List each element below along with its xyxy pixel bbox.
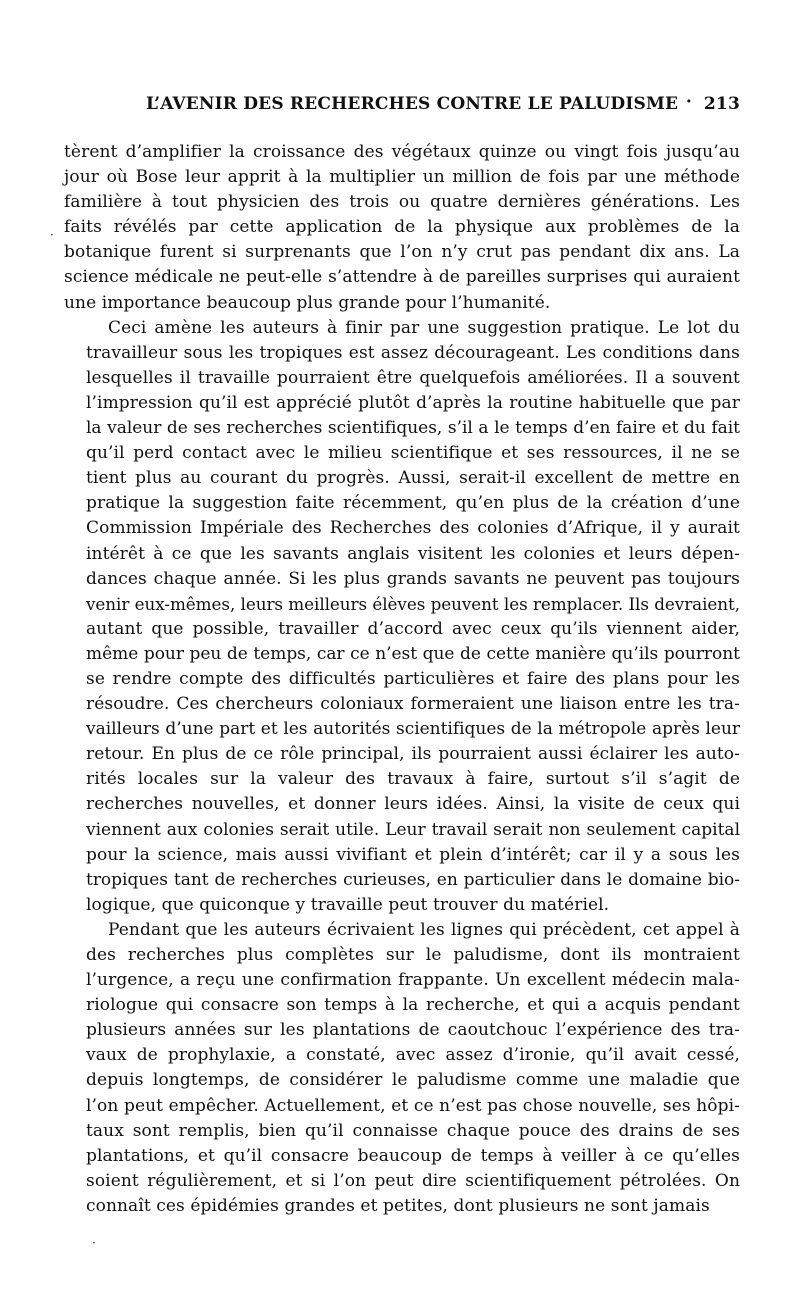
text-line: vailleurs d’une part et les autorités scientifiques de la métropole après leur	[86, 719, 740, 740]
body-text	[64, 140, 740, 1219]
text-line: faits révélés par cette application de la physique aux problèmes de la	[64, 217, 740, 238]
text-line: rités locales sur la valeur des travaux à faire, surtout s’il s’agit de	[86, 769, 740, 790]
text-line: lesquelles il travaille pourraient être quelquefois améliorées. Il a souvent	[86, 367, 740, 388]
text-line: dances chaque année. Si les plus grands savants ne peuvent pas toujours	[86, 568, 740, 589]
text-line: résoudre. Ces chercheurs coloniaux formeraient une liaison entre les tra-	[86, 694, 740, 715]
text-line: qu’il perd contact avec le milieu scientifique et ses ressources, il ne se	[86, 443, 740, 464]
text-line: riologue qui consacre son temps à la recherche, et qui a acquis pendant	[86, 995, 740, 1016]
page-number: 213	[703, 94, 740, 114]
text-line: retour. En plus de ce rôle principal, ils pourraient aussi éclairer les auto-	[86, 744, 740, 765]
text-line: la valeur de ses recherches scientifiques, s’il a le temps d’en faire et du fait	[86, 418, 740, 439]
text-line: pratique la suggestion faite récemment, qu’en plus de la création d’une	[86, 493, 740, 514]
text-line: botanique furent si surprenants que l’on n’y crut pas pendant dix ans. La	[64, 242, 740, 263]
text-line: tient plus au courant du progrès. Aussi, serait-il excellent de mettre en	[86, 468, 740, 489]
text-line: plantations, et qu’il consacre beaucoup de temps à veiller à ce qu’elles	[86, 1145, 740, 1166]
text-line: pour la science, mais aussi vivifiant et plein d’intérêt; car il y a sous les	[86, 844, 740, 865]
paragraph-2	[64, 316, 740, 918]
running-title: L’AVENIR DES RECHERCHES CONTRE LE PALUDISME	[146, 94, 679, 114]
text-line: venir eux-mêmes, leurs meilleurs élèves peuvent les remplacer. Ils devraient,	[86, 593, 740, 614]
text-line: tèrent d’amplifier la croissance des végétaux quinze ou vingt fois jusqu’au	[64, 142, 740, 162]
text-line: viennent aux colonies serait utile. Leur travail serait non seulement capital	[86, 819, 740, 840]
header-separator: ·	[685, 92, 692, 112]
text-line: une importance beaucoup plus grande pour l’humanité.	[64, 292, 551, 313]
text-line: Commission Impériale des Recherches des colonies d’Afrique, il y aurait	[86, 518, 740, 539]
text-line: recherches nouvelles, et donner leurs idées. Ainsi, la visite de ceux qui	[86, 794, 740, 815]
text-line: depuis longtemps, de considérer le paludisme comme une maladie que	[86, 1070, 740, 1091]
text-line: jour où Bose leur apprit à la multiplier un million de fois par une méthode	[64, 167, 740, 188]
text-line: logique, que quiconque y travaille peut trouver du matériel.	[86, 894, 610, 915]
text-line: vaux de prophylaxie, a constaté, avec assez d’ironie, qu’il avait cessé,	[86, 1045, 740, 1066]
text-line: taux sont remplis, bien qu’il connaisse chaque pouce des drains de ses	[86, 1120, 740, 1141]
text-line: tropiques tant de recherches curieuses, en particulier dans le domaine bio-	[86, 869, 740, 890]
text-line: travailleur sous les tropiques est assez décourageant. Les conditions dans	[86, 342, 740, 363]
text-line: l’urgence, a reçu une confirmation frappante. Un excellent médecin mala-	[86, 970, 740, 991]
text-line: l’on peut empêcher. Actuellement, et ce n’est pas chose nouvelle, ses hôpi-	[86, 1095, 740, 1116]
text-line: plusieurs années sur les plantations de caoutchouc l’expérience des tra-	[86, 1020, 740, 1041]
page-header	[146, 94, 740, 124]
text-line: intérêt à ce que les savants anglais visitent les colonies et leurs dépen-	[86, 543, 740, 564]
text-line: Ceci amène les auteurs à finir par une suggestion pratique. Le lot du	[108, 317, 740, 338]
text-line: Pendant que les auteurs écrivaient les lignes qui précèdent, cet appel à	[108, 919, 740, 940]
text-line: même pour peu de temps, car ce n’est que de cette manière qu’ils pourront	[86, 643, 740, 664]
text-line: familière à tout physicien des trois ou quatre dernières générations. Les	[64, 192, 740, 213]
text-line: autant que possible, travailler d’accord avec ceux qu’ils viennent aider,	[86, 618, 740, 639]
text-line: des recherches plus complètes sur le paludisme, dont ils montraient	[86, 945, 740, 965]
paragraph-3	[64, 918, 740, 1219]
text-line: science médicale ne peut-elle s’attendre à de pareilles surprises qui auraient	[64, 267, 740, 288]
print-speck: ·	[50, 228, 54, 242]
print-speck: ·	[92, 1236, 96, 1250]
text-line: se rendre compte des difficultés particulières et faire des plans pour les	[86, 668, 740, 689]
paragraph-1	[64, 140, 740, 316]
text-line: soient régulièrement, et si l’on peut dire scientifiquement pétrolées. On	[86, 1170, 740, 1191]
text-line: l’impression qu’il est apprécié plutôt d’après la routine habituelle que par	[86, 392, 740, 413]
text-line: connaît ces épidémies grandes et petites, dont plusieurs ne sont jamais	[86, 1195, 710, 1216]
